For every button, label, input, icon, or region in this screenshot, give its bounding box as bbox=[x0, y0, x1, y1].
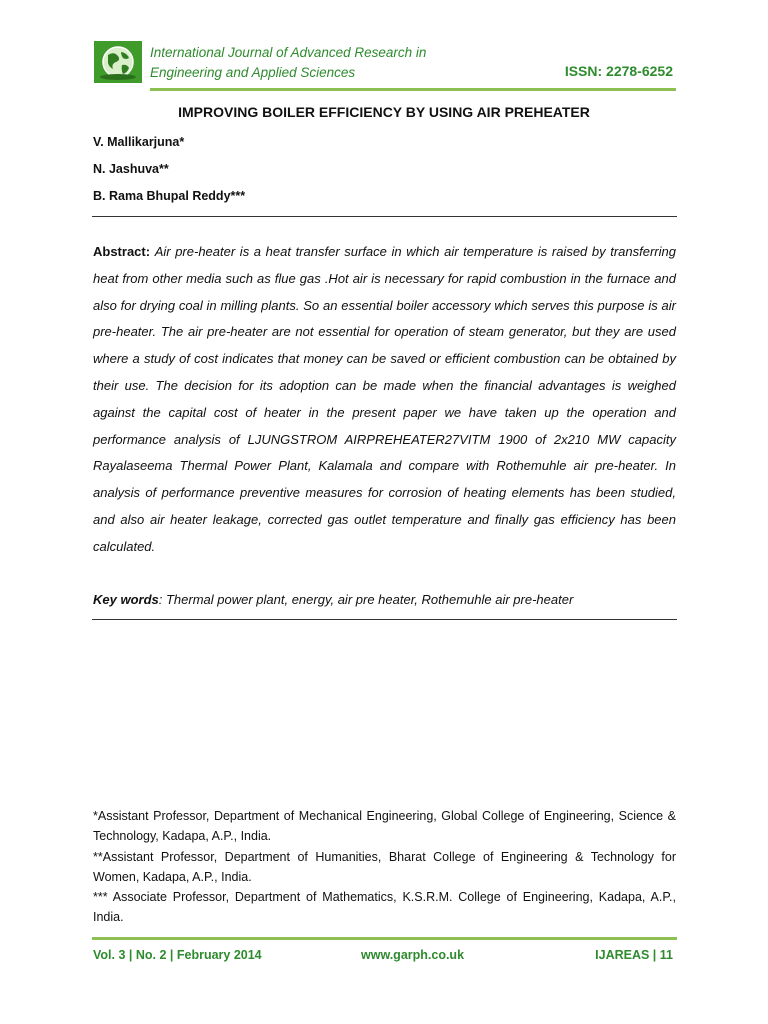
header-divider bbox=[150, 88, 676, 91]
keywords-text: : Thermal power plant, energy, air pre heater, Rothemuhle air pre-heater bbox=[158, 592, 574, 607]
author-list bbox=[93, 133, 245, 214]
journal-name bbox=[150, 43, 426, 83]
author-name: N. Jashuva** bbox=[93, 162, 169, 176]
globe-logo-icon bbox=[94, 41, 142, 83]
footer-volume: Vol. 3 | No. 2 | February 2014 bbox=[93, 948, 262, 962]
footer-divider bbox=[92, 937, 677, 940]
footnote: **Assistant Professor, Department of Humanities, Bharat College of Engineering & Technology for Women, Kadapa, A.P., India. bbox=[93, 849, 676, 884]
affiliation-footnotes bbox=[93, 806, 676, 928]
keywords-label: Key words bbox=[93, 592, 159, 607]
abstract-label: Abstract: bbox=[93, 244, 151, 259]
abstract-bottom-divider bbox=[92, 619, 677, 620]
footnote: *** Associate Professor, Department of Mathematics, K.S.R.M. College of Engineering, Kadapa, A.P., India. bbox=[93, 890, 676, 925]
keywords bbox=[93, 590, 676, 610]
abstract bbox=[93, 239, 676, 561]
author-name: B. Rama Bhupal Reddy*** bbox=[93, 189, 246, 203]
abstract-top-divider bbox=[92, 216, 677, 217]
issn: ISSN: 2278-6252 bbox=[564, 63, 673, 79]
abstract-text: Air pre-heater is a heat transfer surface in which air temperature is raised by transferring heat from other media such as flue gas .Hot air is necessary for rapid combustion in the furnace and also for drying coal in milling plants. So an essential boiler accessory which serves this purpose is air pre-heater. The air pre-heater are not essential for operation of steam generator, but they are used where a study of cost indicates that money can be saved or efficient combustion can be obtained by their use. The decision for its adoption can be made when the financial advantages is weighed against the capital cost of heater in the present paper we have taken up the operation and performance analysis of LJUNGSTROM AIRPREHEATER27VITM 1900 of 2x210 MW capacity Rayalaseema Thermal Power Plant, Kalamala and compare with Rothemuhle air pre-heater. In analysis of performance preventive measures for corrosion of heating elements has been studied, and also air heater leakage, corrected gas outlet temperature and finally gas efficiency has been calculated. bbox=[93, 244, 676, 554]
journal-name-line2: Engineering and Applied Sciences bbox=[150, 65, 356, 80]
footer-page-number: IJAREAS | 11 bbox=[595, 948, 673, 962]
footer-website-link[interactable]: www.garph.co.uk bbox=[361, 948, 465, 962]
author-name: V. Mallikarjuna* bbox=[93, 135, 185, 149]
paper-title: IMPROVING BOILER EFFICIENCY BY USING AIR PREHEATER bbox=[178, 104, 590, 120]
journal-name-line1: International Journal of Advanced Research in bbox=[150, 45, 427, 60]
footnote: *Assistant Professor, Department of Mechanical Engineering, Global College of Engineering, Science & Technology, Kadapa, A.P., India. bbox=[93, 809, 676, 844]
